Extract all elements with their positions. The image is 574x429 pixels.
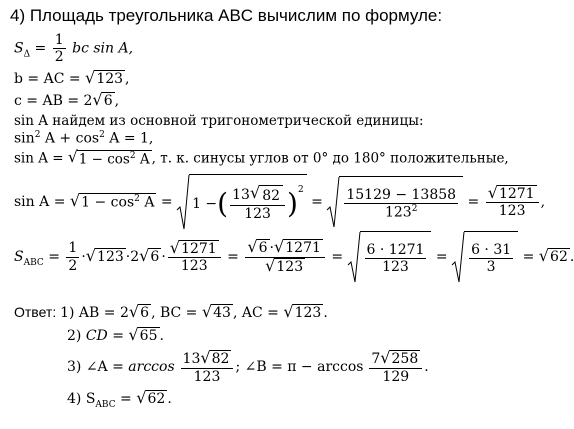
identity-exponent: 2 [99,130,105,140]
punct: , [114,92,120,109]
big-sqrt [327,176,463,228]
area-symbol: S [14,40,24,57]
area-formula [14,32,133,65]
answer-line-1: Ответ: 1) AB = 2 √ 6 , BC = √ 43 , AC = √ 123 . [14,302,328,322]
sqrt-radical: √ $1 - \cos^2 A$ [69,190,155,211]
answer-label: Ответ: [14,304,57,320]
sin-formula-line [14,150,509,168]
trig-identity [14,130,153,147]
sin-lhs: sin A = [14,194,70,210]
half-fraction [53,32,66,65]
arccos-arg-a: 13 √ 82 123 [181,350,234,385]
c-lhs: c = AB = 2 [14,92,93,109]
half-fraction: $\frac{1}{2}$ [68,240,78,274]
cos-fraction: 13 √ 82 123 [230,185,285,222]
sin-calculation [14,174,545,230]
sin-result: √ 1271 123 [486,185,539,220]
sin-explanation-text: найдем из основной тригонометрической единицы: [47,113,424,129]
dot: · [81,249,86,265]
arccos-fn: arccos [128,359,175,376]
fraction-numerator: 1 [54,32,64,48]
big-sqrt: 1 − ( 13 √ 82 123 ) $^2$ [177,174,307,230]
answer-line-2: 2) CD = √ 65 . [67,325,164,345]
arccos-arg-b: 7 √ 258 129 [369,350,422,385]
big-sqrt: $\frac{6 \cdot 1271}{123}$ [348,231,432,283]
sqrt-radical: √ 123 [85,68,124,87]
radicand: 6 [103,93,113,109]
identity-part: sin [14,130,35,147]
identity-part: A = 1, [104,130,154,147]
task-heading [10,6,442,26]
punct: , [540,194,546,210]
identity-part: A + cos [40,130,100,147]
area-subscript: ABC [23,257,44,268]
punct: , [125,70,130,87]
answer-line-3: 3) ∠A = arccos 13 √ 82 123 ; ∠B = π − arccos 7 √ 258 129 . [67,348,429,385]
area-subscript: Δ [23,49,31,60]
area-step-fraction: √ 6 · √ 1271 √ 123 [245,239,325,276]
equals: = [311,194,323,210]
sin-explanation [14,113,424,129]
formula-rhs: bc sin A, [72,40,134,57]
difference-fraction: $\frac{15129 - 13858}{123^2}$ [346,186,457,221]
identity-exponent: 2 [34,130,41,140]
positivity-comment: , т. к. синусы углов от 0° до 180° положительные, [151,150,509,167]
area-calculation: $S_{ABC}$ = $\frac{1}{2}$ · √ 123 ·2 √ 6 · √ 1271 123 = √ 6 · √ 1271 √ 123 = $\frac{6 \cdot 1271}{123}$ = $\frac{6 \cdot 31}{3}$ = √ 62 . [14,231,574,283]
equals: = [160,194,173,210]
cd-variable: CD [85,328,108,344]
sin-label: sin A [14,113,48,129]
b-value-line [14,70,130,88]
square-exponent: 2 [297,184,304,195]
sqrt-radical: √ $1 - \cos^2 A$ [67,148,150,168]
c-value-line [14,92,119,110]
sin-lhs: sin A = [14,150,68,167]
sin-fraction: √ 1271 123 [168,240,221,275]
radicand: $1 - \cos^2 A$ [78,151,150,168]
area-symbol: S [14,249,24,265]
big-sqrt: $\frac{6 \cdot 31}{3}$ [452,231,518,283]
fraction-denominator: 2 [54,49,64,66]
sqrt-radical: √ 6 [92,90,113,109]
b-lhs: b = AC = [14,70,86,87]
equals: = [467,194,480,210]
answer-line-4: 4) $S_{ABC}$ = √ 62 . [67,388,172,410]
task-heading-text: 4) Площадь треугольника ABC вычислим по формуле: [10,6,443,25]
area-result: √ 62 [538,246,568,266]
radicand: 123 [96,71,124,87]
equals: = [48,249,60,265]
equals: = [34,40,47,57]
radicand: $1 - \cos^2 A$ [81,193,155,211]
one-minus: 1 − [192,195,218,212]
answer-item: 1) AB = 2 [60,305,129,321]
